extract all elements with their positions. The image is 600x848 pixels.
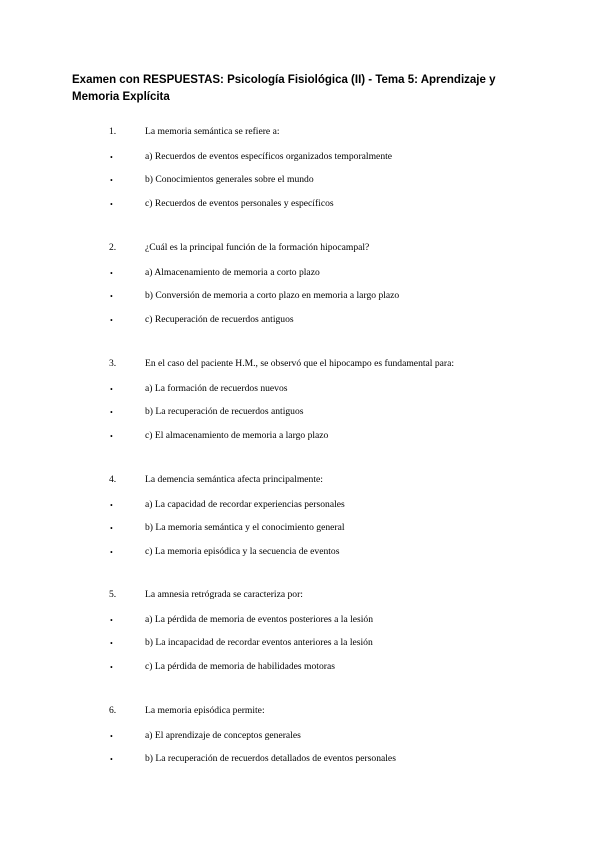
- question-number: 3.: [109, 358, 117, 369]
- question-text: La memoria semántica se refiere a:: [145, 126, 280, 137]
- answer-option: a) La capacidad de recordar experiencias personales: [145, 499, 345, 510]
- bullet-icon: •: [110, 431, 113, 441]
- bullet-icon: •: [110, 616, 113, 625]
- bullet-icon: •: [110, 639, 113, 649]
- bullet-icon: •: [110, 408, 113, 418]
- answer-option: b) La incapacidad de recordar eventos anteriores a la lesión: [145, 637, 373, 649]
- bullet-icon: •: [110, 292, 113, 302]
- bullet-icon: •: [110, 199, 113, 209]
- question-number: 5.: [109, 589, 117, 600]
- question-text: ¿Cuál es la principal función de la formación hipocampal?: [145, 242, 370, 253]
- question-text: En el caso del paciente H.M., se observó que el hipocampo es fundamental para:: [145, 358, 455, 369]
- answer-option: b) La memoria semántica y el conocimiento general: [145, 522, 345, 534]
- answer-option: a) Recuerdos de eventos específicos organizados temporalmente: [145, 151, 393, 162]
- question-text: La memoria episódica permite:: [145, 705, 265, 716]
- answer-option: b) La recuperación de recuerdos antiguos: [145, 406, 304, 418]
- bullet-icon: •: [110, 732, 113, 741]
- question-number: 6.: [109, 705, 117, 716]
- answer-option: c) La memoria episódica y la secuencia de eventos: [145, 545, 340, 557]
- bullet-icon: •: [110, 176, 113, 186]
- question-number: 2.: [109, 242, 117, 253]
- bullet-icon: •: [110, 662, 113, 672]
- bullet-icon: •: [110, 547, 113, 557]
- answer-option: a) El aprendizaje de conceptos generales: [145, 730, 301, 741]
- bullet-icon: •: [110, 524, 113, 534]
- answer-option: c) Recuperación de recuerdos antiguos: [145, 313, 294, 325]
- bullet-icon: •: [110, 385, 113, 394]
- bullet-icon: •: [110, 755, 113, 765]
- answer-option: c) El almacenamiento de memoria a largo plazo: [145, 429, 329, 441]
- answer-option: c) La pérdida de memoria de habilidades motoras: [145, 660, 335, 672]
- answer-option: a) Almacenamiento de memoria a corto plazo: [145, 267, 320, 278]
- answer-option: a) La pérdida de memoria de eventos posteriores a la lesión: [145, 614, 374, 625]
- question-text: La amnesia retrógrada se caracteriza por:: [145, 589, 303, 600]
- question-number: 1.: [109, 126, 117, 137]
- bullet-icon: •: [110, 153, 113, 162]
- answer-option: a) La formación de recuerdos nuevos: [145, 383, 288, 394]
- bullet-icon: •: [110, 501, 113, 510]
- document-title: Examen con RESPUESTAS: Psicología Fisiológica (II) - Tema 5: Aprendizaje y Memoria Explícita: [72, 74, 496, 103]
- answer-option: c) Recuerdos de eventos personales y específicos: [145, 197, 334, 209]
- answer-option: b) La recuperación de recuerdos detallados de eventos personales: [145, 753, 396, 765]
- answer-option: b) Conversión de memoria a corto plazo en memoria a largo plazo: [145, 290, 400, 302]
- bullet-icon: •: [110, 269, 113, 278]
- question-text: La demencia semántica afecta principalmente:: [145, 474, 323, 485]
- question-number: 4.: [109, 474, 117, 485]
- bullet-icon: •: [110, 315, 113, 325]
- answer-option: b) Conocimientos generales sobre el mundo: [145, 174, 314, 186]
